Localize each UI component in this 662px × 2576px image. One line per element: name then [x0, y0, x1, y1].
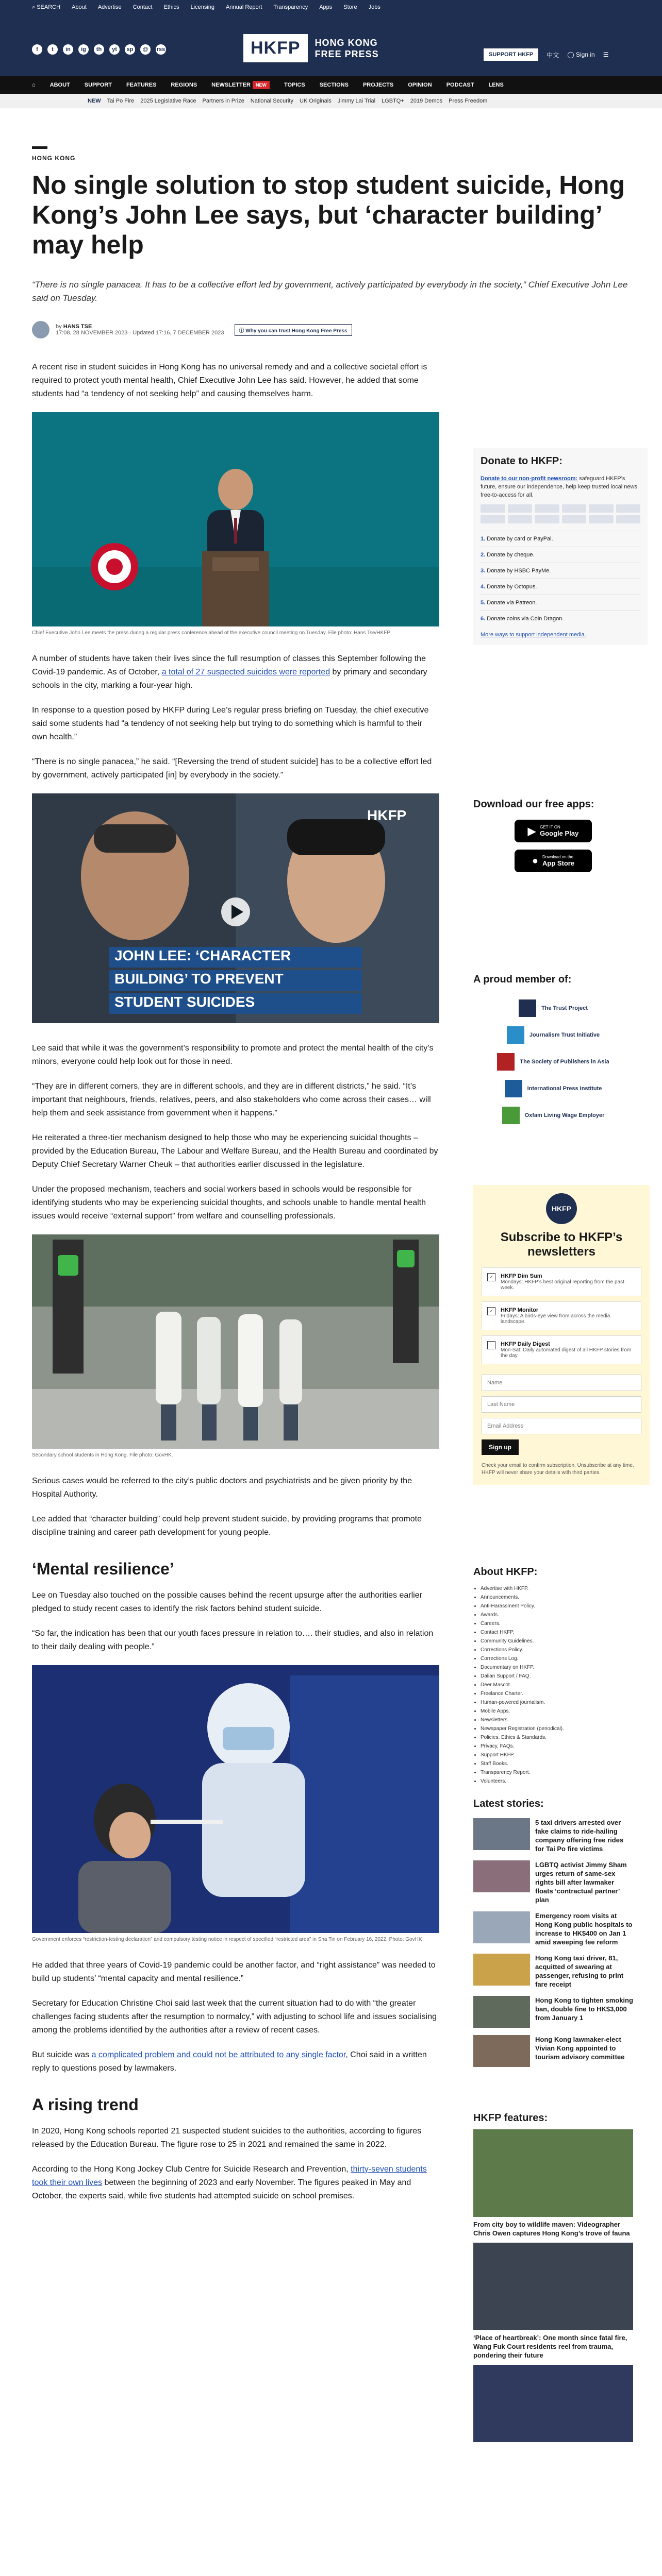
article-headline: No single solution to stop student suicide, Hong Kong’s John Lee says, but ‘character building’ may help: [32, 171, 625, 259]
header-actions: [484, 48, 608, 61]
story-thumb: [473, 1818, 530, 1850]
last-name-input[interactable]: [482, 1396, 641, 1413]
paragraph: He added that three years of Covid-19 pandemic could be another factor, and “right assistance” was needed to build up students’ “mental capacity and mental resilience.”: [32, 1961, 436, 1983]
section-heading: ‘Mental resilience’: [32, 1560, 174, 1578]
paragraph: Under the proposed mechanism, teachers and social workers based in schools would be responsible for identifying students who may be experiencing suicidal thoughts, and schools unable to handle mental health issues would receive “external support” from welfare and counselling professionals.: [32, 1185, 426, 1221]
more-ways-link[interactable]: More ways to support independent media.: [481, 632, 586, 638]
author-name[interactable]: HANS TSE: [63, 324, 92, 330]
paragraph: According to the Hong Kong Jockey Club Centre for Suicide Research and Prevention, thirty-seven students took their own lives between the beginning of 2023 and early November. The figures peaked in May and October, the experts said, while five students had attempted suicide on school premises.: [32, 2165, 427, 2200]
about-link[interactable]: • Anti-Harassment Policy.: [481, 1602, 633, 1611]
article-body: [32, 361, 439, 2214]
social-links: [32, 44, 166, 55]
user-icon: ◯: [567, 51, 574, 58]
about-link[interactable]: • Volunteers.: [481, 1777, 633, 1786]
tag-link[interactable]: 2019 Demos: [410, 98, 443, 104]
topbar-link-store[interactable]: Store: [343, 4, 357, 10]
member-trust-project[interactable]: The Trust Project: [473, 995, 633, 1022]
email-icon[interactable]: @: [140, 44, 151, 55]
visa-icon: [508, 504, 533, 513]
donate-method-3[interactable]: 3. Donate by HSBC PayMe.: [481, 563, 640, 579]
nav-item-podcast[interactable]: PODCAST: [446, 82, 474, 88]
section-heading: A rising trend: [32, 2095, 139, 2114]
member-jti[interactable]: Journalism Trust Initiative: [473, 1022, 633, 1048]
apps-box: [473, 799, 633, 879]
tags-new-label: NEW: [88, 98, 101, 104]
newsletter-box: [473, 1185, 650, 1485]
language-link[interactable]: 中文: [547, 51, 559, 59]
byline: [32, 317, 352, 342]
features-box: [473, 2112, 633, 2442]
author-avatar: [32, 321, 49, 338]
author-prefix: by: [56, 324, 62, 330]
paragraph: “They are in different corners, they are in different schools, and they are in different districts,” he said. “It’s important that neighbours, friends, relatives, peers, and also stakeholders who come across their cases… will help them and seek assistance from government when it happens.”: [32, 1082, 431, 1117]
about-link[interactable]: • Privacy, FAQs.: [481, 1742, 633, 1751]
about-link[interactable]: • Freelance Charter.: [481, 1689, 633, 1698]
latest-title: Latest stories:: [473, 1798, 544, 1809]
topbar-link-jobs[interactable]: Jobs: [368, 4, 380, 10]
about-title: About HKFP:: [473, 1566, 538, 1578]
donate-method-2[interactable]: 2. Donate by cheque.: [481, 547, 640, 563]
nav-item-newsletter[interactable]: NEWSLETTER NEW: [211, 82, 270, 88]
support-button[interactable]: SUPPORT HKFP: [484, 48, 538, 61]
newsletter-fineprint: Check your email to confirm subscription. Unsubscribe at any time. HKFP will never share your details with third parties.: [482, 1463, 634, 1476]
story-item[interactable]: LGBTQ activist Jimmy Sham urges return of same-sex rights bill after lawmaker floats ‘contractual partner’ plan: [473, 1860, 633, 1904]
logo-mark: HKFP: [243, 34, 308, 62]
rss-icon[interactable]: rss: [156, 44, 166, 55]
spotify-icon[interactable]: sp: [125, 44, 135, 55]
nav-item-projects[interactable]: PROJECTS: [362, 82, 394, 88]
research-link[interactable]: thirty-seven students took their own lives: [32, 2165, 427, 2187]
newsletter-option-monitor[interactable]: ✓ HKFP Monitor Fridays: A birds-eye view from across the media landscape.: [482, 1301, 641, 1330]
photo-caption: Government enforces “restriction-testing declaration” and compulsory testing notice in respect of specified “restricted area” in Sha Tin on February 16, 2022. Photo: GovHK: [32, 1937, 422, 1942]
donate-method-1[interactable]: 1. Donate by card or PayPal.: [481, 531, 640, 547]
paragraph: “So far, the indication has been that our youth faces pressure in relation to…. their studies, and also in relation to their daily dealing with people.”: [32, 1629, 434, 1651]
story-thumb: [473, 1911, 530, 1943]
about-link[interactable]: • Community Guidelines.: [481, 1637, 633, 1646]
photo-caption: Secondary school students in Hong Kong. File photo: GovHK.: [32, 1452, 173, 1458]
feature-title[interactable]: From city boy to wildlife maven: Videographer Chris Owen captures Hong Kong’s trove of fauna: [473, 2221, 630, 2237]
email-input[interactable]: [482, 1418, 641, 1434]
paragraph: In response to a question posed by HKFP during Lee’s regular press briefing on Tuesday, the chief executive said some students had “a tendency of not seeking help but trying to do something which is harmful to their own health.”: [32, 706, 429, 741]
written-reply-link[interactable]: a complicated problem and could not be attributed to any single factor: [91, 2050, 346, 2059]
story-thumb: [473, 1954, 530, 1986]
donate-method-6[interactable]: 6. Donate coins via Coin Dragon.: [481, 611, 640, 626]
topbar-link-ethics[interactable]: Ethics: [163, 4, 179, 10]
menu-icon[interactable]: ☰: [603, 51, 609, 58]
newsletter-option-dimsum[interactable]: ✓ HKFP Dim Sum Mondays: HKFP’s best original reporting from the past week.: [482, 1267, 641, 1296]
payment-methods: [481, 504, 640, 523]
octopus-icon: [508, 515, 533, 523]
nav-item-lens[interactable]: LENS: [488, 82, 504, 88]
youtube-icon[interactable]: yt: [109, 44, 120, 55]
paragraph: But suicide was a complicated problem and could not be attributed to any single factor, Choi said in a written reply to questions posed by lawmakers.: [32, 2050, 427, 2073]
about-link[interactable]: • Contact HKFP.: [481, 1628, 633, 1637]
publish-date: 17:08, 28 NOVEMBER 2023 · Updated 17:16, 7 DECEMBER 2023: [56, 330, 224, 336]
about-link[interactable]: • Awards.: [481, 1611, 633, 1619]
paragraph: A recent rise in student suicides in Hong Kong has no universal remedy and and a collective societal effort is required to protect youth mental health, Chief Executive John Lee has said. However, he added that some students had “a tendency of not seeking help” and causing themselves harm.: [32, 363, 427, 398]
patreon-icon: [535, 515, 559, 523]
covid-testing-illustration: [32, 1665, 439, 1933]
video-title-line2: BUILDING’ TO PREVENT: [114, 971, 284, 987]
nav-item-regions[interactable]: REGIONS: [171, 82, 197, 88]
newsletter-logo: HKFP: [546, 1193, 577, 1224]
paragraph: In 2020, Hong Kong schools reported 21 suspected student suicides to the authorities, according to figures released by the Education Bureau. The figure rose to 25 in 2021 and remained the same in 2022.: [32, 2127, 422, 2149]
checkbox[interactable]: ✓: [487, 1307, 495, 1315]
donate-box: [473, 448, 648, 645]
about-link[interactable]: • Newspaper Registration (periodical).: [481, 1724, 633, 1733]
paragraph: Serious cases would be referred to the city’s public doctors and psychiatrists and be given priority by the Hospital Authority.: [32, 1477, 412, 1499]
nav-home-icon[interactable]: ⌂: [32, 82, 36, 88]
nav-item-topics[interactable]: TOPICS: [284, 82, 305, 88]
topbar-link-contact[interactable]: Contact: [133, 4, 153, 10]
tag-link[interactable]: 2025 Legislative Race: [140, 98, 196, 104]
logo-wordmark: HONG KONG FREE PRESS: [315, 37, 379, 59]
feature-photo[interactable]: [473, 2243, 633, 2330]
paragraph: Lee on Tuesday also touched on the possible causes behind the recent upsurge after the authorities earlier pledged to study recent cases to identify the risk factors behind student suicide.: [32, 1591, 422, 1613]
about-link[interactable]: • Transparency Report.: [481, 1768, 633, 1777]
topbar-link-apps[interactable]: Apps: [319, 4, 333, 10]
donate-method-5[interactable]: 5. Donate via Patreon.: [481, 595, 640, 611]
article-category[interactable]: HONG KONG: [32, 155, 76, 162]
students-crossing-illustration: [32, 1234, 439, 1449]
newsletter-option-digest[interactable]: HKFP Daily Digest Mon-Sat: Daily automated digest of all HKFP stories from the day.: [482, 1335, 641, 1364]
nav-item-support[interactable]: SUPPORT: [84, 82, 112, 88]
about-link[interactable]: • Documentary on HKFP.: [481, 1663, 633, 1672]
topbar-link-licensing[interactable]: Licensing: [190, 4, 215, 10]
photo-students: [32, 1234, 439, 1449]
new-badge: NEW: [253, 81, 270, 89]
member-title: A proud member of:: [473, 974, 572, 985]
story-item[interactable]: 5 taxi drivers arrested over fake claims to ride-hailing company offering free rides for Tai Po fire victims: [473, 1818, 633, 1853]
tag-link[interactable]: National Security: [250, 98, 293, 104]
feature-photo[interactable]: [473, 2129, 633, 2217]
about-link[interactable]: • Careers.: [481, 1619, 633, 1628]
trending-tags-bar: [0, 94, 662, 108]
tag-link[interactable]: Jimmy Lai Trial: [337, 98, 376, 104]
topbar-link-advertise[interactable]: Advertise: [97, 4, 122, 10]
apple-icon: ●: [532, 855, 538, 867]
mastercard-icon: [481, 504, 505, 513]
about-link[interactable]: • Corrections Log.: [481, 1654, 633, 1663]
top-utility-bar: [0, 0, 662, 14]
about-link[interactable]: • Newsletters.: [481, 1716, 633, 1724]
about-link[interactable]: • Announcements.: [481, 1593, 633, 1602]
paragraph: Secretary for Education Christine Choi said last week that the current situation had to do with “the greater challenges facing students after the resumption to normalcy,” with adjusting to school life and issues socialising among the problems identified by the authorities after a review of recent cases.: [32, 1999, 437, 2035]
applepay-icon: [562, 515, 587, 523]
category-rule: [32, 146, 47, 149]
topbar-link-about[interactable]: About: [72, 4, 87, 10]
checkbox[interactable]: [487, 1341, 495, 1349]
story-item[interactable]: Hong Kong taxi driver, 81, acquitted of swearing at passenger, refusing to print fare receipt: [473, 1954, 633, 1989]
press-conference-illustration: [32, 412, 439, 626]
paragraph: He reiterated a three-tier mechanism designed to help those who may be experiencing suicidal thoughts – provided by the Education Bureau, The Labour and Welfare Bureau, and the Health Bureau and coordinated by Deputy Chief Secretary Warner Cheuk – that authorities earlier discussed in the legislature.: [32, 1133, 438, 1169]
features-title: HKFP features:: [473, 2112, 548, 2124]
article-deck: “There is no single panacea. It has to be a collective effort led by government, actively participated by everybody in the society,” Chief Executive John Lee said on Tuesday.: [32, 280, 628, 303]
video-embed[interactable]: [32, 793, 439, 1023]
about-link[interactable]: • Human-powered journalism.: [481, 1698, 633, 1707]
about-link[interactable]: • Dalian Support / FAQ.: [481, 1672, 633, 1681]
about-link[interactable]: • Advertise with HKFP.: [481, 1584, 633, 1593]
membership-box: [473, 974, 633, 1129]
photo-caption: Chief Executive John Lee meets the press during a regular press conference ahead of the executive council meeting on Tuesday. File photo: Hans Tse/HKFP: [32, 630, 391, 636]
payme-icon: [481, 515, 505, 523]
about-link[interactable]: • Deer Mascot.: [481, 1681, 633, 1689]
member-oxfam[interactable]: Oxfam Living Wage Employer: [473, 1102, 633, 1129]
nav-item-opinion[interactable]: OPINION: [408, 82, 432, 88]
member-ipi[interactable]: International Press Institute: [473, 1075, 633, 1102]
video-logo: HKFP: [367, 807, 407, 823]
video-thumbnail: [32, 793, 439, 1023]
nav-item-about[interactable]: ABOUT: [49, 82, 70, 88]
site-header: [0, 14, 662, 76]
tag-link[interactable]: UK Originals: [299, 98, 332, 104]
twitter-icon[interactable]: t: [47, 44, 58, 55]
about-link[interactable]: • Corrections Policy.: [481, 1646, 633, 1654]
unionpay-icon: [562, 504, 587, 513]
paypal-icon: [589, 504, 614, 513]
donate-intro: Donate to our non-profit newsroom: safeguard HKFP’s future, ensure our independence, help keep trusted local news free-to-access for all.: [481, 476, 637, 498]
linkedin-icon[interactable]: in: [63, 44, 73, 55]
donate-method-4[interactable]: 4. Donate by Octopus.: [481, 579, 640, 595]
story-thumb: [473, 1860, 530, 1892]
paragraph: “There is no single panacea,” he said. “[Reversing the trend of student suicide] has to be a collective effort led by government, actively participated [in] by everybody in the society.”: [32, 757, 432, 779]
tag-link[interactable]: LGBTQ+: [382, 98, 404, 104]
about-link[interactable]: • Mobile Apps.: [481, 1707, 633, 1716]
donate-link[interactable]: Donate to our non-profit newsroom:: [481, 476, 578, 482]
apps-title: Download our free apps:: [473, 799, 594, 810]
info-icon: ⓘ: [239, 328, 244, 334]
nav-item-features[interactable]: FEATURES: [126, 82, 157, 88]
newsletter-title: Subscribe to HKFP’s newsletters: [500, 1230, 623, 1259]
trust-button[interactable]: ⓘ Why you can trust Hong Kong Free Press: [235, 324, 352, 336]
checkbox[interactable]: ✓: [487, 1273, 495, 1281]
main-nav: [0, 76, 662, 94]
tag-link[interactable]: Partners in Prize: [202, 98, 244, 104]
signup-button[interactable]: Sign up: [482, 1439, 519, 1455]
paragraph: Lee added that “character building” could help prevent student suicide, by providing programs that promote discipline training and career path development for young people.: [32, 1515, 422, 1537]
threads-icon[interactable]: th: [94, 44, 104, 55]
donate-title: Donate to HKFP:: [481, 455, 562, 467]
jcb-icon: [616, 504, 641, 513]
photo-john-lee: [32, 412, 439, 626]
google-play-button[interactable]: ▶ GET IT ON Google Play: [515, 820, 592, 842]
photo-covid-testing: [32, 1665, 439, 1933]
instagram-icon[interactable]: ig: [78, 44, 89, 55]
paragraph: Lee said that while it was the government’s responsibility to promote and protect the mental health of the city’s minors, everyone could help look out for those in need.: [32, 1044, 434, 1066]
topbar-link-transparency[interactable]: Transparency: [273, 4, 308, 10]
member-sopa[interactable]: The Society of Publishers in Asia: [473, 1048, 633, 1075]
googlepay-icon: [589, 515, 614, 523]
play-icon: ▶: [527, 825, 536, 837]
signin-link[interactable]: ◯ Sign in: [567, 51, 595, 58]
first-name-input[interactable]: [482, 1375, 641, 1391]
latest-stories-box: [473, 1798, 633, 2074]
story-thumb: [473, 2035, 530, 2067]
feature-photo[interactable]: [473, 2365, 633, 2442]
story-item[interactable]: Hong Kong to tighten smoking ban, double fine to HK$3,000 from January 1: [473, 1996, 633, 2028]
paragraph: A number of students have taken their lives since the full resumption of classes this September following the Covid-19 pandemic. As of October, a total of 27 suspected suicides were reported by primary and secondary schools in the city, marking a four-year high.: [32, 654, 427, 690]
search-link[interactable]: ⌕ SEARCH: [32, 4, 61, 10]
tag-link[interactable]: Press Freedom: [449, 98, 488, 104]
about-link[interactable]: • Support HKFP.: [481, 1751, 633, 1759]
amex-icon: [535, 504, 559, 513]
about-link[interactable]: • Staff Books.: [481, 1759, 633, 1768]
story-thumb: [473, 1996, 530, 2028]
facebook-icon[interactable]: f: [32, 44, 42, 55]
nav-item-sections[interactable]: SECTIONS: [319, 82, 349, 88]
video-title-line1: JOHN LEE: ‘CHARACTER: [114, 947, 291, 963]
about-link[interactable]: • Policies, Ethics & Standards.: [481, 1733, 633, 1742]
tag-link[interactable]: Tai Po Fire: [107, 98, 135, 104]
story-item[interactable]: Emergency room visits at Hong Kong public hospitals to increase to HK$400 on Jan 1 amid sweeping fee reform: [473, 1911, 633, 1946]
fps-icon: [616, 515, 641, 523]
app-store-button[interactable]: ● Download on the App Store: [515, 850, 592, 872]
topbar-link-annual-report[interactable]: Annual Report: [226, 4, 262, 10]
site-logo[interactable]: [243, 34, 379, 62]
feature-title[interactable]: ‘Place of heartbreak’: One month since fatal fire, Wang Fuk Court residents reel from trauma, pondering their future: [473, 2334, 627, 2359]
video-title-line3: STUDENT SUICIDES: [114, 994, 255, 1010]
story-item[interactable]: Hong Kong lawmaker-elect Vivian Kong appointed to tourism advisory committee: [473, 2035, 633, 2067]
about-box: [473, 1566, 633, 1786]
suicides-report-link[interactable]: a total of 27 suspected suicides were reported: [161, 668, 330, 676]
